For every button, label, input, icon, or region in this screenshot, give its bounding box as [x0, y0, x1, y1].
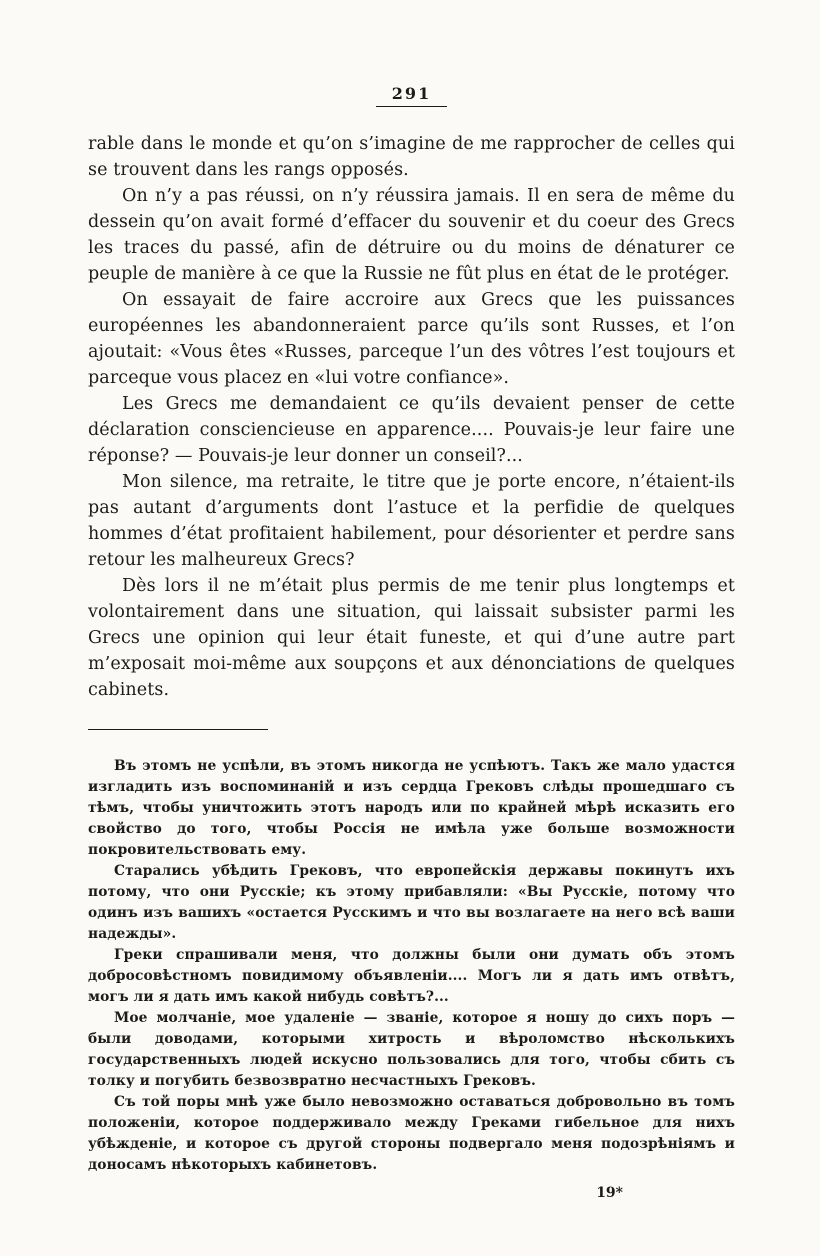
french-paragraph: Mon silence, ma retraite, le titre que je porte encore, n’étaient-ils pas autant d’arguments dont l’astuce et la perfidie de quelques hommes d’état profitaient habilement, pour désorienter et perdre sans retour les malheureux Grecs? — [88, 472, 735, 570]
french-paragraph: rable dans le monde et qu’on s’imagine de me rapprocher de celles qui se trouvent dans les rangs opposés. — [88, 134, 735, 180]
french-paragraph: Les Grecs me demandaient ce qu’ils devaient penser de cette déclaration consciencieuse en apparence.... Pouvais-je leur faire une réponse? — Pouvais-je leur donner un conseil?... — [88, 394, 735, 466]
french-paragraph: On n’y a pas réussi, on n’y réussira jamais. Il en sera de même du dessein qu’on avait formé d’effacer du souvenir et du coeur des Grecs les traces du passé, afin de détruire ou du moins de dénaturer ce peuple de manière à ce que la Russie ne fût plus en état de le protéger. — [88, 186, 735, 284]
russian-paragraph: Мое молчаніе, мое удаленіе — званіе, которое я ношу до сихъ поръ — были доводами, которыми хитрость и вѣроломство нѣсколькихъ государственныхъ людей искусно пользовались для того, чтобы сбить съ толку и погубить безвозвратно несчастныхъ Грековъ. — [88, 1010, 735, 1089]
french-text-block — [88, 131, 735, 703]
signature-row — [88, 1182, 735, 1201]
french-paragraph: On essayait de faire accroire aux Grecs que les puissances européennes les abandonneraient parce qu’ils sont Russes, et l’on ajoutait: «Vous êtes «Russes, parceque l’un des vôtres l’est toujours et parceque vous placez en «lui votre confiance». — [88, 290, 735, 388]
russian-paragraph: Старались убѣдить Грековъ, что европейскія державы покинутъ ихъ потому, что они Русскіе; къ этому прибавляли: «Вы Русскіе, потому что одинъ изъ вашихъ «остается Русскимъ и что вы возлагаете на него всѣ ваши надежды». — [88, 863, 735, 942]
russian-paragraph: Въ этомъ не успѣли, въ этомъ никогда не успѣютъ. Такъ же мало удастся изгладить изъ воспоминаній и изъ сердца Грековъ слѣды прошедшаго съ тѣмъ, чтобы уничтожить этотъ народъ или по крайней мѣрѣ исказить его свойство до того, чтобы Россія не имѣла уже больше возможности покровительствовать ему. — [88, 758, 735, 858]
printer-signature-mark: 19* — [596, 1185, 623, 1201]
russian-paragraph: Греки спрашивали меня, что должны были они думать объ этомъ добросовѣстномъ повидимому объявленіи.... Могъ ли я дать имъ отвѣтъ, могъ ли я дать имъ какой нибудь совѣтъ?... — [88, 947, 735, 1005]
russian-text-block — [88, 756, 735, 1176]
french-paragraph: Dès lors il ne m’était plus permis de me tenir plus longtemps et volontairement dans une situation, qui laissait subsister parmi les Grecs une opinion qui leur était funeste, et qui d’une autre part m’exposait moi-même aux soupçons et aux dénonciations de quelques cabinets. — [88, 576, 735, 700]
russian-paragraph: Съ той поры мнѣ уже было невозможно оставаться добровольно въ томъ положеніи, которое поддерживало между Греками гибельное для нихъ убѣжденіе, и которое съ другой стороны подвергало меня подозрѣніямъ и доносамъ нѣкоторыхъ кабинетовъ. — [88, 1094, 735, 1173]
page-number: 291 — [376, 84, 447, 107]
page-header — [88, 84, 735, 107]
section-separator-rule — [88, 729, 268, 730]
